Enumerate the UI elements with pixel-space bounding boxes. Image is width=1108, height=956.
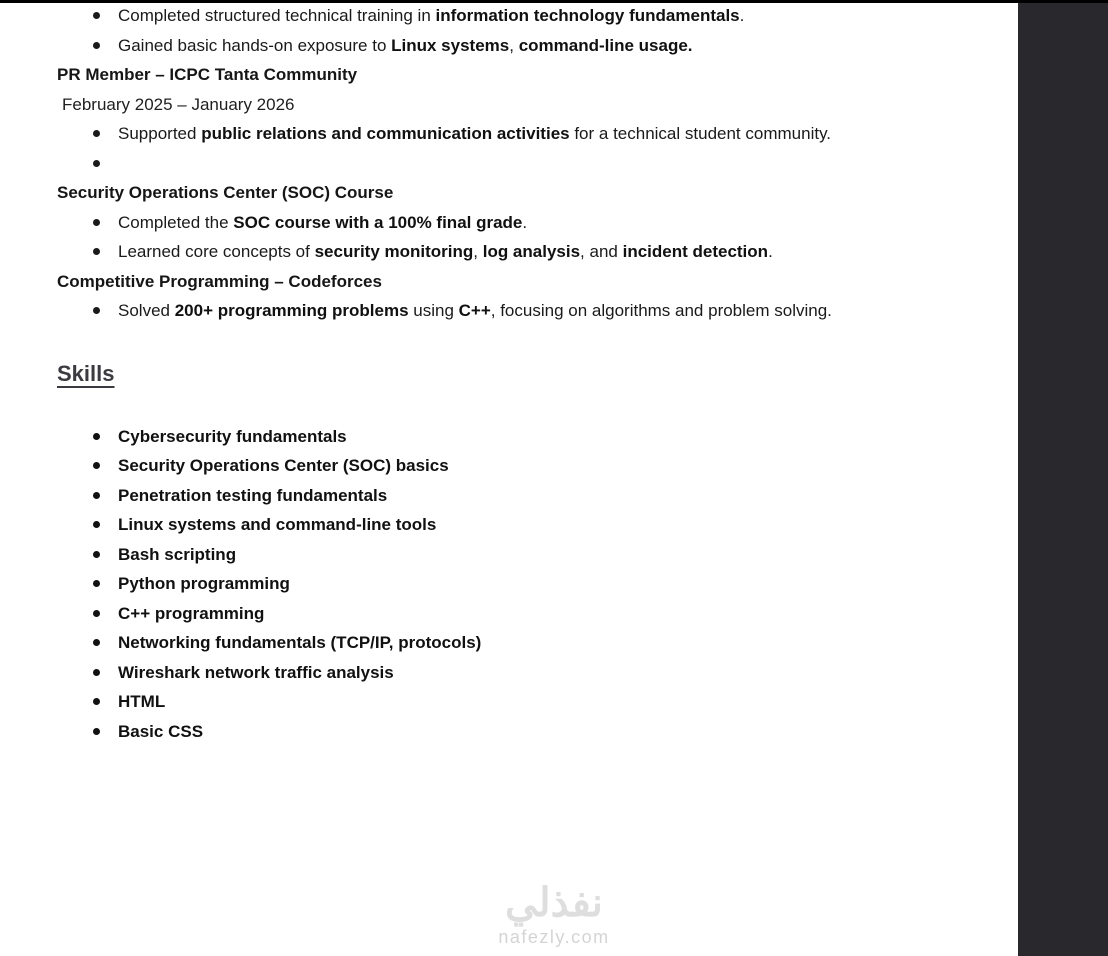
text-segment: Linux systems (391, 35, 510, 55)
top-border (0, 0, 1108, 3)
list-item (57, 237, 978, 267)
date-range: February 2025 – January 2026 (62, 94, 295, 114)
text-segment: 200+ programming problems (174, 301, 409, 320)
text-segment: , (509, 35, 519, 55)
text-segment: public relations and communication activities (201, 124, 570, 143)
text-segment: C++ programming (118, 603, 265, 623)
list-item (57, 296, 978, 326)
list-item (57, 628, 978, 658)
bullet-list (57, 208, 978, 267)
section-skills (57, 358, 978, 747)
text-segment: incident detection (622, 242, 769, 261)
section-heading: Security Operations Center (SOC) Course (57, 183, 394, 202)
list-item (57, 208, 978, 238)
list-item (57, 149, 978, 179)
text-segment: , focusing on algorithms and problem solving. (490, 301, 832, 320)
text-segment: for a technical student community. (569, 124, 832, 143)
list-item (57, 119, 978, 149)
section-heading: Competitive Programming – Codeforces (57, 271, 382, 291)
watermark-logo: نفذلي (505, 881, 603, 925)
text-segment: . (768, 242, 773, 261)
list-item (57, 599, 978, 629)
text-segment: Supported (118, 124, 202, 143)
text-segment: information technology fundamentals (435, 6, 740, 25)
bullet-list (57, 1, 978, 60)
text-segment: SOC course with a 100% final grade (233, 212, 523, 232)
watermark-domain: nafezly.com (498, 927, 610, 947)
app-side-panel (1018, 0, 1108, 956)
text-segment: C++ (458, 301, 491, 320)
text-segment: Linux systems and command-line tools (118, 515, 437, 534)
document-page (0, 1, 1018, 956)
text-segment: Completed structured technical training in (118, 6, 436, 25)
text-segment: Bash scripting (118, 544, 237, 564)
text-segment: . (739, 6, 745, 25)
document-content (0, 1, 1018, 746)
section-pr-member (57, 60, 978, 178)
text-segment: Gained basic hands-on exposure to (118, 35, 392, 55)
section-heading: PR Member – ICPC Tanta Community (57, 65, 358, 84)
list-item (57, 1, 978, 31)
section-soc-course (57, 178, 978, 267)
text-segment: Security Operations Center (SOC) basics (118, 456, 449, 475)
text-segment: , (473, 242, 483, 261)
text-segment: Solved (118, 301, 175, 320)
text-segment: Penetration testing fundamentals (118, 485, 388, 505)
section-training-continuation (57, 1, 978, 60)
text-segment: HTML (118, 692, 166, 711)
bullet-list (57, 119, 978, 178)
list-item (57, 31, 978, 61)
text-segment: . (522, 212, 528, 232)
text-segment: Basic CSS (118, 721, 204, 741)
list-item (57, 569, 978, 599)
text-segment: Python programming (118, 574, 290, 593)
text-segment: Networking fundamentals (TCP/IP, protocols) (118, 633, 482, 652)
text-segment: Learned core concepts of (118, 242, 315, 261)
list-item (57, 658, 978, 688)
list-item (57, 481, 978, 511)
list-item (57, 451, 978, 481)
list-item (57, 717, 978, 747)
text-segment: security monitoring (314, 242, 474, 261)
text-segment: command-line usage. (518, 35, 693, 55)
list-item (57, 422, 978, 452)
text-segment: Completed the (118, 212, 234, 232)
skills-heading: Skills (57, 360, 115, 386)
text-segment: , and (580, 242, 623, 261)
list-item (57, 687, 978, 717)
bullet-list (57, 296, 978, 326)
list-item (57, 510, 978, 540)
text-segment: using (408, 301, 459, 320)
text-segment: log analysis (482, 242, 581, 261)
text-segment: Wireshark network traffic analysis (118, 662, 394, 682)
section-competitive-programming (57, 267, 978, 326)
text-segment: Cybersecurity fundamentals (118, 426, 347, 446)
list-item (57, 540, 978, 570)
skills-list (57, 422, 978, 747)
